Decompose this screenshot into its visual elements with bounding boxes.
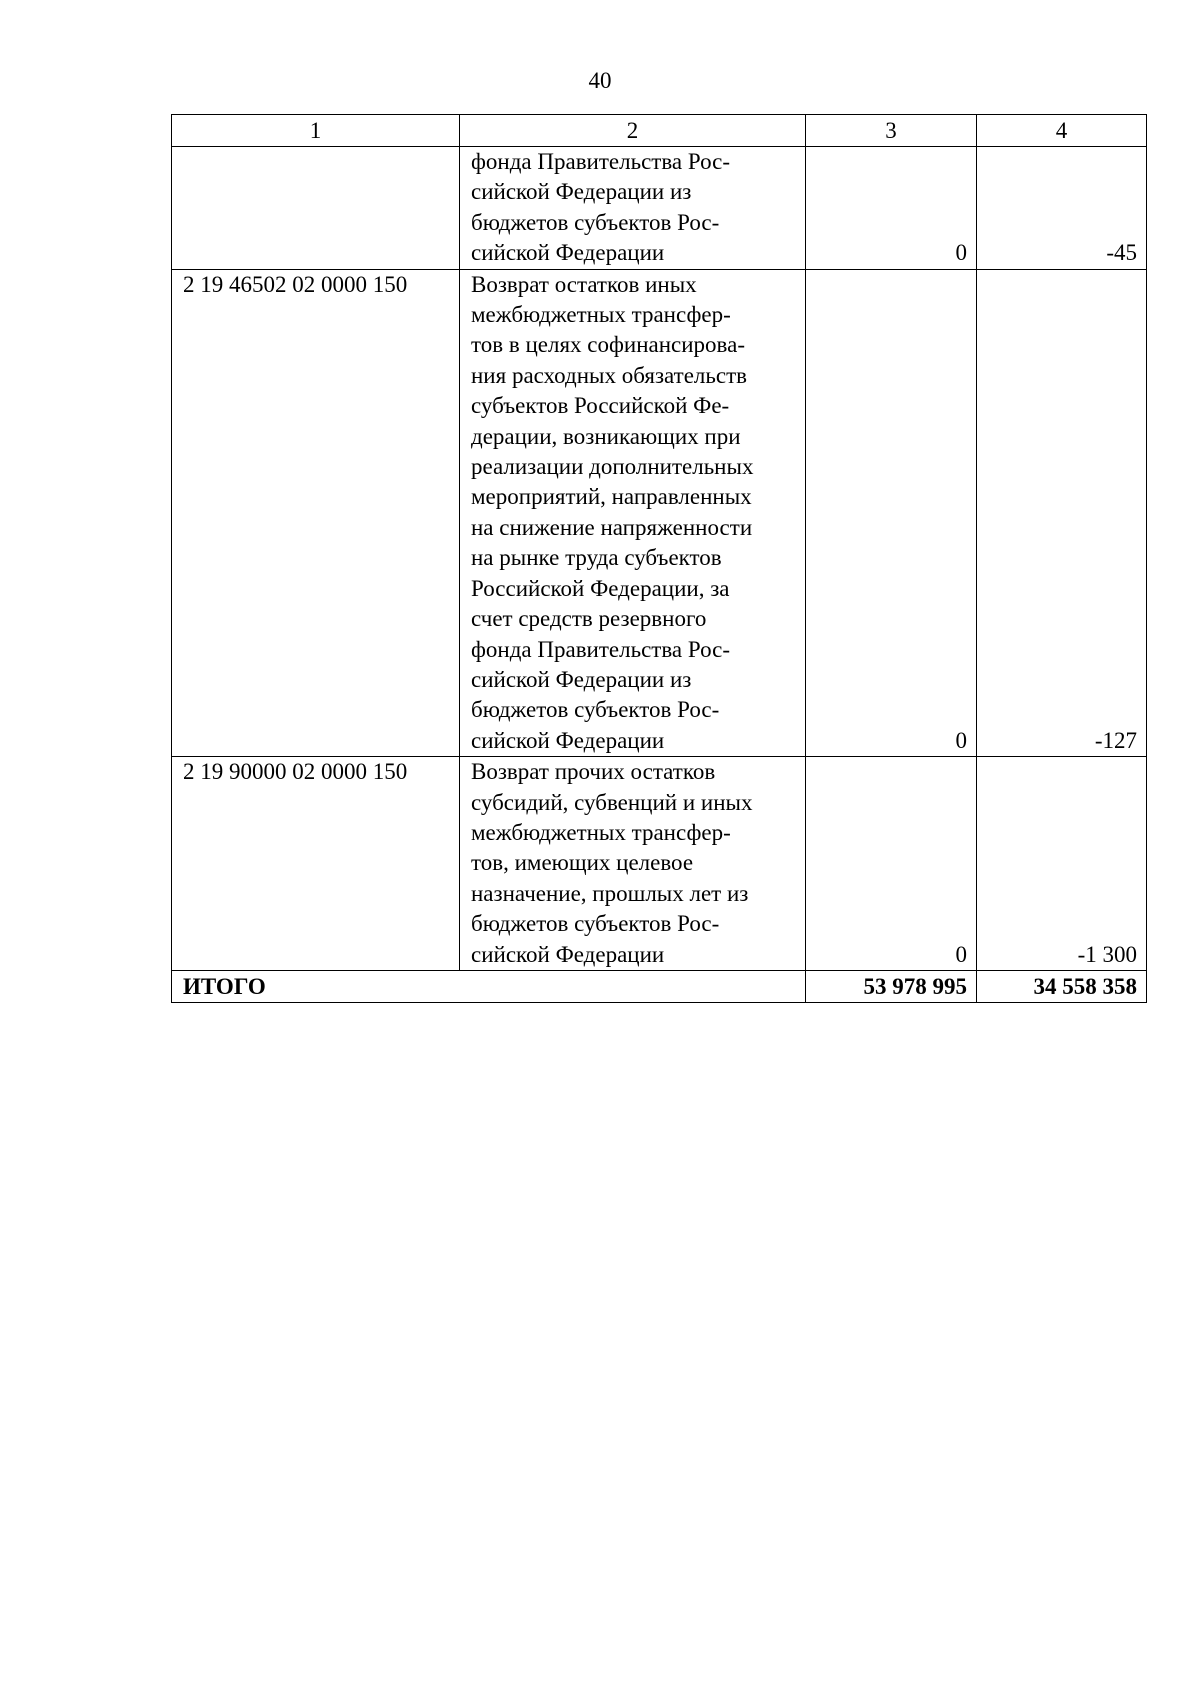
table-row — [172, 147, 1147, 270]
description-line: тов, имеющих целевое — [471, 850, 694, 876]
amount-col4-cell: -127 — [977, 269, 1147, 757]
description-line: фонда Правительства Рос- — [471, 636, 731, 662]
table-header-row — [172, 115, 1147, 147]
description-line: ния расходных обязательств — [471, 362, 747, 388]
budget-code-cell: 2 19 46502 02 0000 150 — [172, 269, 460, 757]
total-label: ИТОГО — [172, 970, 806, 1002]
column-header-4: 4 — [977, 115, 1147, 147]
description-line: сийской Федерации — [471, 240, 665, 266]
budget-code-cell — [172, 147, 460, 270]
description-line: назначение, прошлых лет из — [471, 880, 749, 906]
description-line: субъектов Российской Фе- — [471, 393, 730, 419]
total-col4-cell: 34 558 358 — [977, 970, 1147, 1002]
table-row — [172, 269, 1147, 757]
description-line: мероприятий, направленных — [471, 484, 752, 510]
description-line: Возврат прочих остатков — [471, 759, 716, 785]
description-line: сийской Федерации — [471, 727, 665, 753]
description-line: тов в целях софинансирова- — [471, 332, 745, 358]
description-line: сийской Федерации — [471, 941, 665, 967]
column-header-1: 1 — [172, 115, 460, 147]
description-line: бюджетов субъектов Рос- — [471, 911, 720, 937]
amount-col4-cell: -1 300 — [977, 757, 1147, 971]
description-line: фонда Правительства Рос- — [471, 149, 731, 174]
total-row — [172, 970, 1147, 1002]
description-line: дерации, возникающих при — [471, 423, 741, 449]
description-line: на снижение напряженности — [471, 514, 753, 540]
description-line: сийской Федерации из — [471, 179, 692, 205]
amount-col4-cell: -45 — [977, 147, 1147, 270]
column-header-3: 3 — [806, 115, 977, 147]
amount-col3-cell: 0 — [806, 147, 977, 270]
description-line: Российской Федерации, за — [471, 575, 730, 601]
description-line: Возврат остатков иных — [471, 271, 697, 297]
description-line: бюджетов субъектов Рос- — [471, 209, 720, 235]
description-cell — [460, 757, 806, 971]
table-row — [172, 757, 1147, 971]
amount-col3-cell: 0 — [806, 269, 977, 757]
description-line: межбюджетных трансфер- — [471, 819, 731, 845]
description-line: субсидий, субвенций и иных — [471, 789, 753, 815]
column-header-2: 2 — [460, 115, 806, 147]
description-line: бюджетов субъектов Рос- — [471, 697, 720, 723]
description-line: на рынке труда субъектов — [471, 545, 722, 571]
description-line: межбюджетных трансфер- — [471, 302, 731, 328]
amount-col3-cell: 0 — [806, 757, 977, 971]
total-col3-cell: 53 978 995 — [806, 970, 977, 1002]
description-line: сийской Федерации из — [471, 666, 692, 692]
budget-table — [171, 114, 1147, 1003]
description-line: счет средств резервного — [471, 606, 707, 632]
budget-code-cell: 2 19 90000 02 0000 150 — [172, 757, 460, 971]
description-line: реализации дополнительных — [471, 454, 754, 480]
description-cell — [460, 147, 806, 270]
page-number: 40 — [588, 68, 612, 93]
description-cell — [460, 269, 806, 757]
